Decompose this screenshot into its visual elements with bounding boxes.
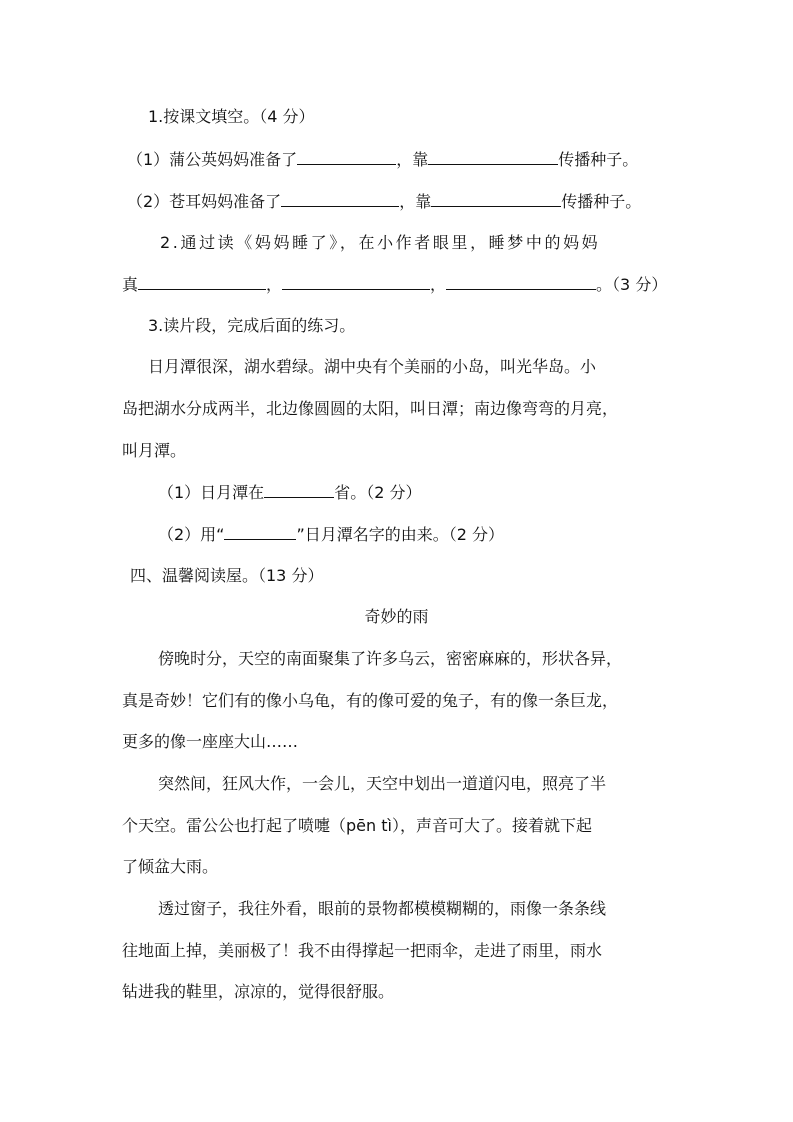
q2-line2-prefix: 真 bbox=[122, 275, 139, 294]
story-paragraph-line: 突然间，狂风大作，一会儿，天空中划出一道道闪电，照亮了半 bbox=[158, 774, 607, 793]
q1-row2 bbox=[127, 190, 641, 213]
q1-row2-middle: ，靠 bbox=[399, 192, 432, 211]
q2-blank2[interactable] bbox=[282, 273, 430, 290]
q2-suffix: 。（3 分） bbox=[596, 275, 668, 294]
q2-blank1[interactable] bbox=[138, 273, 266, 290]
q2-line1: 2.通过读《妈妈睡了》，在小作者眼里，睡梦中的妈妈 bbox=[160, 233, 601, 252]
q2-sep2: ， bbox=[430, 275, 447, 294]
story-paragraph-line: 傍晚时分，天空的南面聚集了许多乌云，密密麻麻的，形状各异， bbox=[158, 649, 623, 668]
q3-sub1-suffix: 省。（2 分） bbox=[334, 483, 422, 502]
q3-sub2 bbox=[158, 523, 504, 546]
q3-sub2-suffix: ”日月潭名字的由来。（2 分） bbox=[296, 525, 505, 544]
q1-row1 bbox=[127, 148, 638, 171]
q3-passage-line: 叫月潭。 bbox=[122, 441, 187, 460]
q1-row1-middle: ，靠 bbox=[396, 150, 429, 169]
q3-sub2-prefix: （2）用“ bbox=[158, 525, 225, 544]
q1-row1-suffix: 传播种子。 bbox=[558, 150, 639, 169]
q2-line2 bbox=[122, 273, 667, 296]
q1-row2-suffix: 传播种子。 bbox=[561, 192, 642, 211]
q3-passage-line: 岛把湖水分成两半，北边像圆圆的太阳，叫日潭；南边像弯弯的月亮， bbox=[122, 399, 619, 418]
q1-row1-blank1[interactable] bbox=[297, 148, 396, 165]
q1-row2-blank1[interactable] bbox=[281, 190, 399, 207]
q2-blank3[interactable] bbox=[446, 273, 596, 290]
q3-title: 3.读片段，完成后面的练习。 bbox=[148, 316, 356, 335]
q1-row2-prefix: （2）苍耳妈妈准备了 bbox=[127, 192, 282, 211]
q2-sep1: ， bbox=[266, 275, 283, 294]
q1-title: 1.按课文填空。（4 分） bbox=[148, 107, 315, 126]
q3-sub2-blank[interactable] bbox=[224, 523, 296, 540]
q1-row1-prefix: （1）蒲公英妈妈准备了 bbox=[127, 150, 298, 169]
story-paragraph-line: 了倾盆大雨。 bbox=[122, 857, 219, 876]
story-paragraph-line: 透过窗子，我往外看，眼前的景物都模模糊糊的，雨像一条条线 bbox=[158, 899, 607, 918]
q3-sub1-blank[interactable] bbox=[264, 481, 334, 498]
story-paragraph-line: 钻进我的鞋里，凉凉的，觉得很舒服。 bbox=[122, 982, 395, 1001]
section4-heading: 四、温馨阅读屋。（13 分） bbox=[130, 566, 324, 585]
story-paragraph-line: 更多的像一座座大山…… bbox=[122, 732, 299, 751]
q1-row2-blank2[interactable] bbox=[431, 190, 561, 207]
story-paragraph-line: 真是奇妙！它们有的像小乌龟，有的像可爱的兔子，有的像一条巨龙， bbox=[122, 691, 619, 710]
story-title: 奇妙的雨 bbox=[364, 607, 429, 626]
story-paragraph-line: 往地面上掉，美丽极了！我不由得撑起一把雨伞，走进了雨里，雨水 bbox=[122, 941, 603, 960]
q1-row1-blank2[interactable] bbox=[428, 148, 558, 165]
q3-sub1-prefix: （1）日月潭在 bbox=[158, 483, 265, 502]
q3-passage-line: 日月潭很深，湖水碧绿。湖中央有个美丽的小岛，叫光华岛。小 bbox=[148, 357, 597, 376]
story-paragraph-line: 个天空。雷公公也打起了喷嚏（pēn tì），声音可大了。接着就下起 bbox=[122, 816, 592, 835]
q3-sub1 bbox=[158, 481, 421, 504]
